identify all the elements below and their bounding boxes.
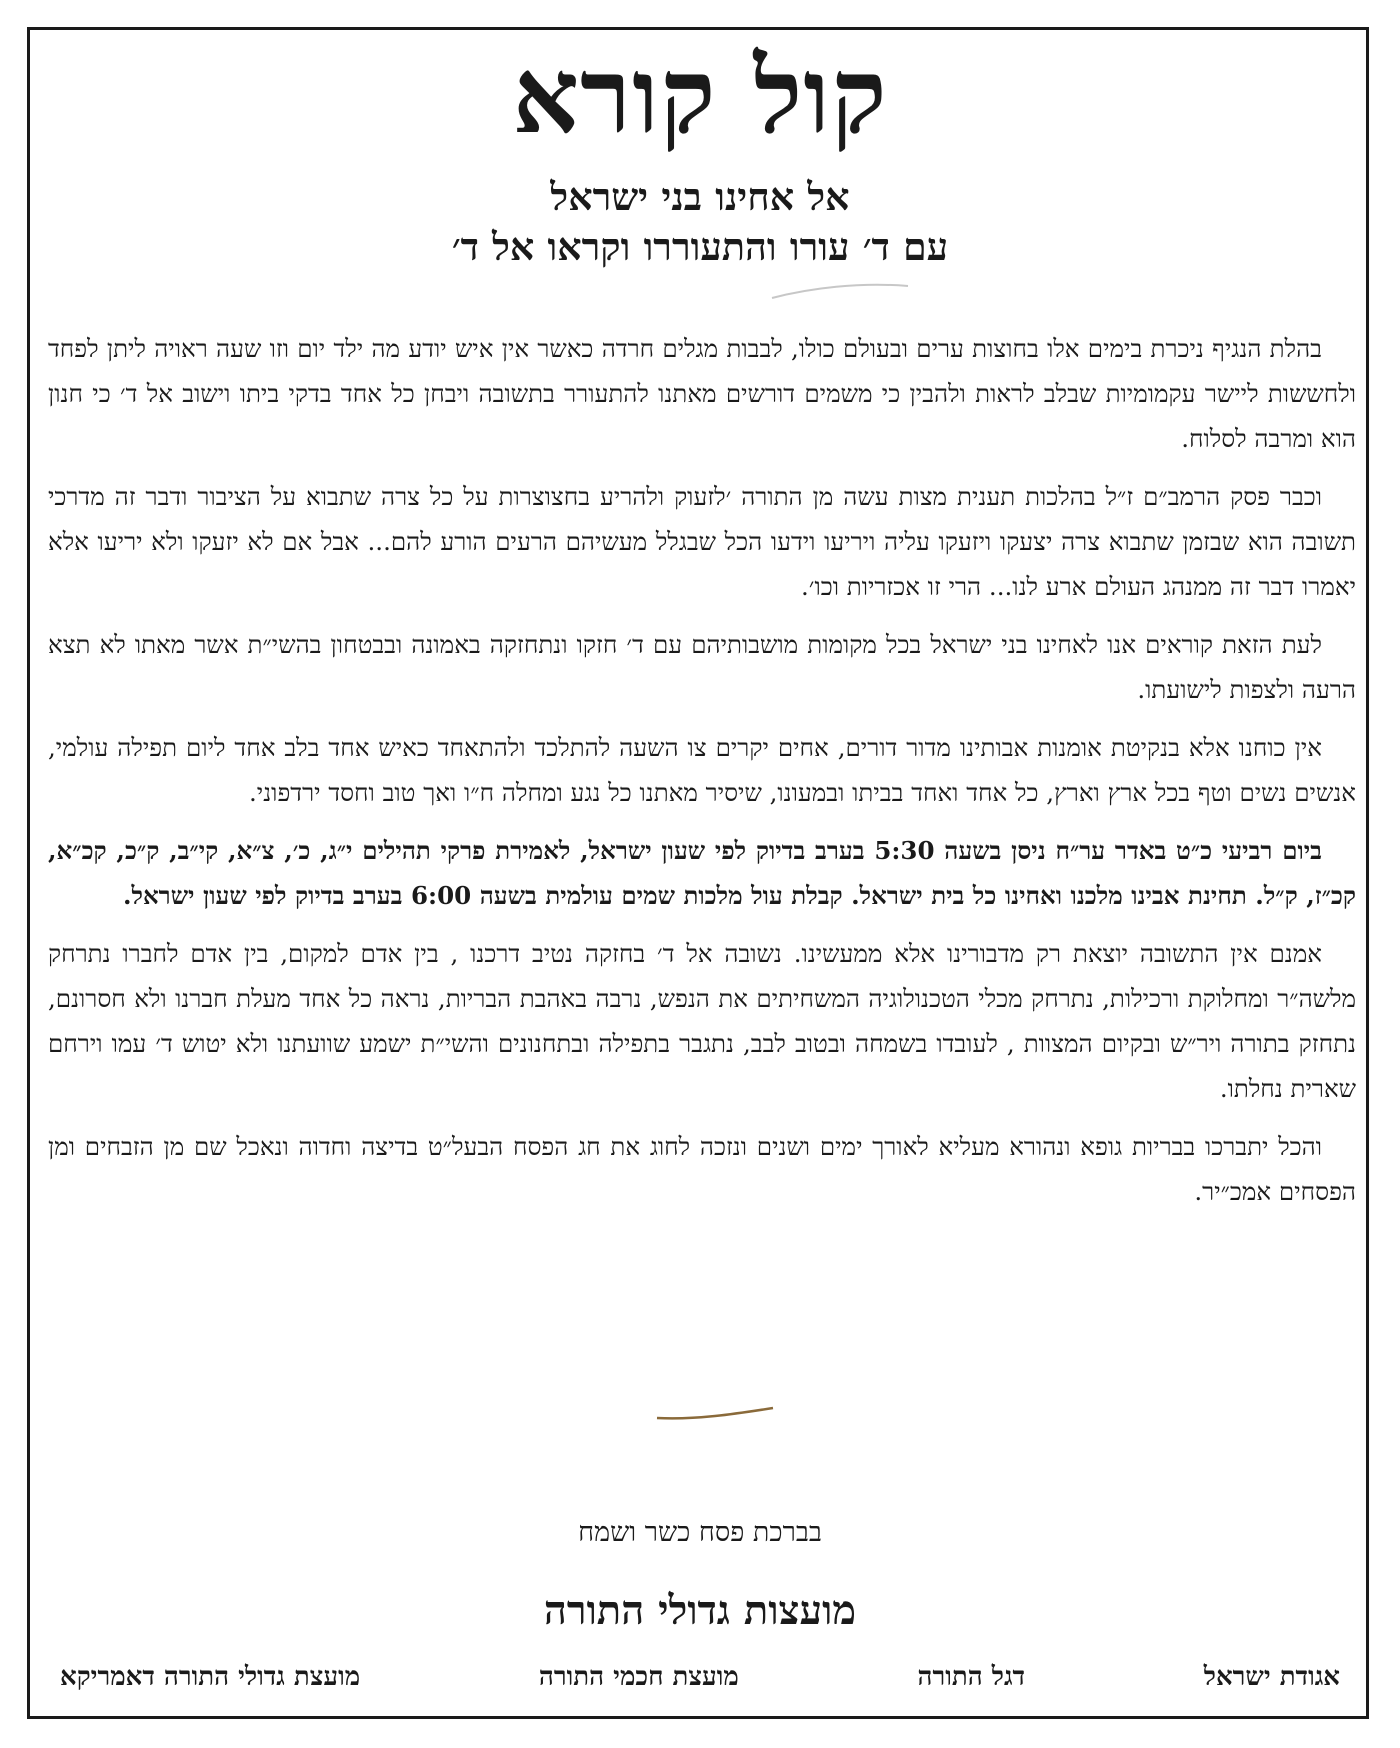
organization-name: מועצת גדולי התורה דאמריקא — [60, 1662, 361, 1692]
organization-name: מועצת חכמי התורה — [538, 1662, 739, 1692]
signatory-council: מועצות גדולי התורה — [543, 1587, 857, 1634]
paragraph: אמנם אין התשובה יוצאת רק מדבורינו אלא ממעשינו. נשובה אל ד׳ בחזקה נטיב דרכנו , בין אדם למקום, בין אדם לחברו נתרחק מלשה״ר ומחלוקת ורכילות, נתרחק מכלי הטכנולוגיה המשחיתים את הנפש, נרבה באהבת הבריות, נראה כל אחד מעלת חברנו ולא חסרונם, נתחזק בתורה ויר״ש ובקיום המצוות , לעובדו בשמחה ובטוב לבב, נתגבר בתפילה ובתחנונים והשי״ת ישמע שוועתנו ולא יטוש ד׳ עמו וירחם שארית נחלתו. — [48, 939, 1356, 1103]
notice-subtitle-line2: עם ד׳ עורו והתעוררו וקראו אל ד׳ — [451, 224, 949, 269]
paragraph: וכבר פסק הרמב״ם ז״ל בהלכות תענית מצות עשה מן התורה ׳לזעוק ולהריע בחצוצרות על כל צרה שתבוא על הציבור ודבר זה מדרכי תשובה הוא שבזמן שתבוא צרה יצעקו ויזעקו עליה ויריעו וידעו הכל שבגלל מעשיהם הרעים הורע להם... אבל אם לא יזעקו ולא יריעו אלא יאמרו דבר זה ממנהג העולם ארע לנו... הרי זו אכזריות וכו׳. — [48, 482, 1356, 601]
pen-stroke-mark — [655, 1404, 775, 1426]
notice-body — [48, 326, 1356, 1227]
paragraph: והכל יתברכו בבריות גופא ונהורא מעליא לאורך ימים ושנים ונזכה לחוג את חג הפסח הבעל״ט בדיצה וחדוה ונאכל שם מן הזבחים ומן הפסחים אמכ״יר. — [48, 1132, 1356, 1206]
organization-name: אגודת ישראל — [1203, 1662, 1340, 1692]
paragraph-prayer-schedule: ביום רביעי כ״ט באדר ער״ח ניסן בשעה 5:30 בערב בדיוק לפי שעון ישראל, לאמירת פרקי תהילים י״ג, כ׳, צ״א, קי״ב, ק״כ, קכ״א, קכ״ז, ק״ל. תחינת אבינו מלכנו ואחינו כל בית ישראל. קבלת עול מלכות שמים עולמית בשעה 6:00 בערב בדיוק לפי שעון ישראל. — [48, 836, 1356, 910]
notice-title: קול קורא — [512, 34, 888, 157]
pen-stroke-mark — [770, 280, 910, 302]
notice-subtitle-line1: אל אחינו בני ישראל — [550, 174, 850, 219]
paragraph: לעת הזאת קוראים אנו לאחינו בני ישראל בכל מקומות מושבותיהם עם ד׳ חזקו ונתחזקה באמונה ובבטחון בהשי״ת אשר מאתו לא תצא הרעה ולצפות לישועתו. — [48, 630, 1356, 704]
paragraph: בהלת הנגיף ניכרת בימים אלו בחוצות ערים ובעולם כולו, לבבות מגלים חרדה כאשר אין איש יודע מה ילד יום וזו שעה ראויה ליתן לפחד ולחששות ליישר עקמומיות שבלב לראות ולהבין כי משמים דורשים מאתנו להתעורר בתשובה ויבחן כל אחד בדקי ביתו וישוב אל ד׳ כי חנון הוא ומרבה לסלוח. — [48, 334, 1356, 453]
signatory-organizations — [60, 1662, 1340, 1692]
closing-blessing: בברכת פסח כשר ושמח — [578, 1517, 822, 1548]
paragraph: אין כוחנו אלא בנקיטת אומנות אבותינו מדור דורים, אחים יקרים צו השעה להתלכד ולהתאחד כאיש אחד בלב אחד ליום תפילה עולמי, אנשים נשים וטף בכל ארץ וארץ, כל אחד ואחד בביתו ובמעונו, שיסיר מאתנו כל נגע ומחלה ח״ו ואך טוב וחסד ירדפוני. — [48, 733, 1356, 807]
organization-name: דגל התורה — [917, 1662, 1026, 1692]
